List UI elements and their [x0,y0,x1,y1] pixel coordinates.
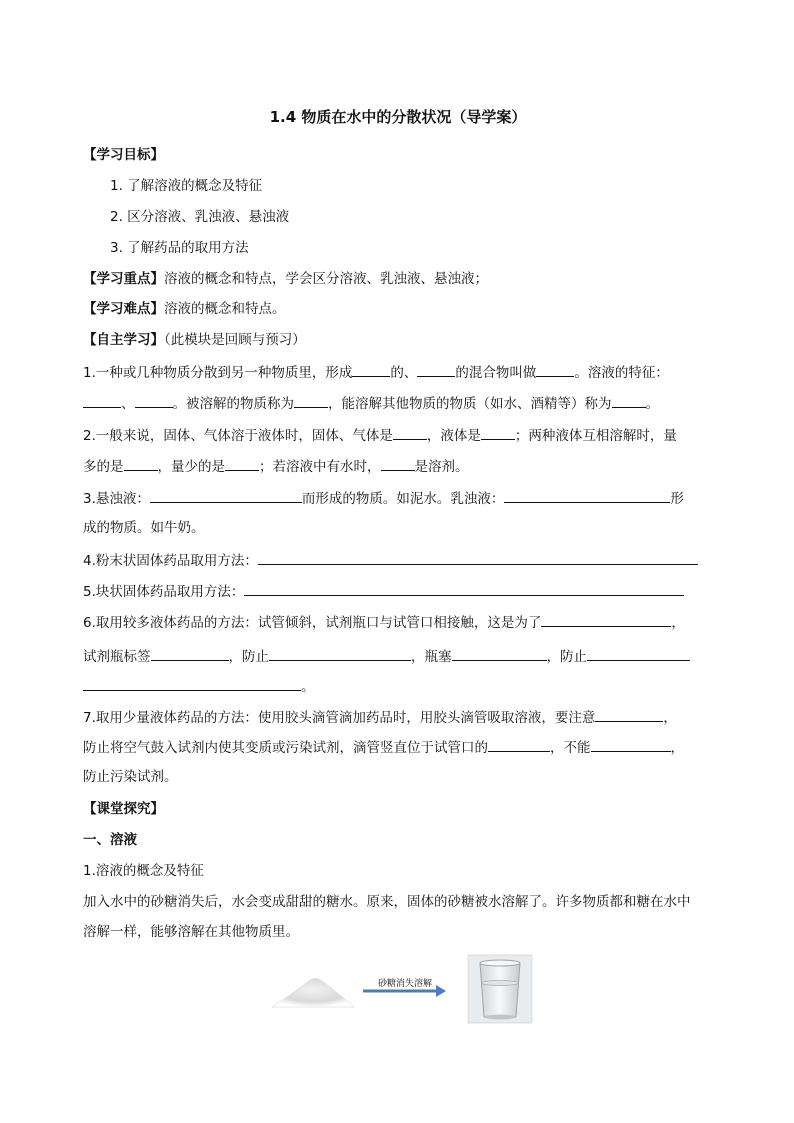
blank[interactable] [595,707,663,722]
question-2-line-1: 2.一般来说，固体、气体溶于液体时，固体、气体是 ，液体是 ；两种液体互相溶解时，量 [83,425,677,446]
paragraph-line-1: 加入水中的砂糖消失后，水会变成甜甜的糖水。原来，固体的砂糖被水溶解了。许多物质都和糖在水中 [83,894,691,910]
blank[interactable] [269,646,411,661]
question-7-line-2: 防止将空气鼓入试剂内使其变质或污染试剂，滴管竖直位于试管口的 ，不能 ， [83,737,684,758]
blank[interactable] [612,393,646,408]
sugar-pile-icon [268,953,558,1025]
question-4: 4.粉末状固体药品取用方法： [83,550,698,571]
blank[interactable] [488,737,550,752]
section-1-title: 一、溶液 [83,832,137,848]
page-title: 1.4 物质在水中的分散状况（导学案） [269,108,527,126]
question-5: 5.块状固体药品取用方法： [83,581,684,602]
blank[interactable] [135,393,173,408]
question-3-line-1: 3.悬浊液： 而形成的物质。如泥水。乳浊液： 形 [83,488,684,509]
difficulty [83,299,286,319]
question-3-line-2: 成的物质。如牛奶。 [83,520,205,536]
difficulty-text: 溶液的概念和特点。 [164,301,286,317]
blank[interactable] [294,393,328,408]
blank[interactable] [83,393,121,408]
dissolve-figure [268,953,558,1025]
blank[interactable] [244,581,684,596]
section-1-subtitle: 1.溶液的概念及特征 [83,863,204,879]
blank[interactable] [352,362,390,377]
self-study-note: （此模块是回顾与预习） [164,332,306,348]
key-points [83,269,488,289]
blank[interactable] [150,488,302,503]
objective-item-3: 3. 了解药品的取用方法 [110,240,249,256]
key-points-text: 溶液的概念和特点，学会区分溶液、乳浊液、悬浊液； [164,271,488,287]
paragraph-line-2: 溶解一样，能够溶解在其他物质里。 [83,924,299,940]
blank[interactable] [393,425,427,440]
blank[interactable] [124,456,158,471]
objective-item-1: 1. 了解溶液的概念及特征 [110,178,263,194]
key-points-label: 【学习重点】 [83,271,164,287]
question-7-line-3: 防止污染试剂。 [83,769,178,785]
blank[interactable] [587,646,690,661]
question-6-line-3: 。 [83,676,315,697]
blank[interactable] [541,612,671,627]
blank[interactable] [381,456,415,471]
blank[interactable] [481,425,515,440]
blank[interactable] [258,550,698,565]
blank[interactable] [504,488,670,503]
blank[interactable] [151,646,229,661]
question-6-line-1: 6.取用较多液体药品的方法：试管倾斜，试剂瓶口与试管口相接触，这是为了 ， [83,612,685,633]
blank[interactable] [452,646,547,661]
blank[interactable] [591,737,671,752]
objective-item-2: 2. 区分溶液、乳浊液、悬浊液 [110,209,290,225]
blank[interactable] [225,456,259,471]
arrow-label: 砂糖消失溶解 [378,979,433,989]
difficulty-label: 【学习难点】 [83,301,164,317]
question-1-line-1: 1.一种或几种物质分散到另一种物质里，形成 的、 的混合物叫做 。溶液的特征： [83,362,669,383]
question-1-line-2: 、 。被溶解的物质称为 ，能溶解其他物质的物质（如水、酒精等）称为 。 [83,393,659,414]
blank[interactable] [417,362,455,377]
question-7-line-1: 7.取用少量液体药品的方法：使用胶头滴管滴加药品时，用胶头滴管吸取溶液，要注意 ， [83,707,677,728]
objectives-header: 【学习目标】 [83,147,164,163]
self-study [83,330,306,350]
blank[interactable] [536,362,574,377]
blank[interactable] [83,676,301,691]
question-2-line-2: 多的是 ，量少的是 ；若溶液中有水时， 是溶剂。 [83,456,469,477]
self-study-label: 【自主学习】 [83,332,164,348]
question-6-line-2: 试剂瓶标签 ，防止 ，瓶塞 ，防止 [83,646,690,667]
inquiry-header: 【课堂探究】 [83,801,164,817]
